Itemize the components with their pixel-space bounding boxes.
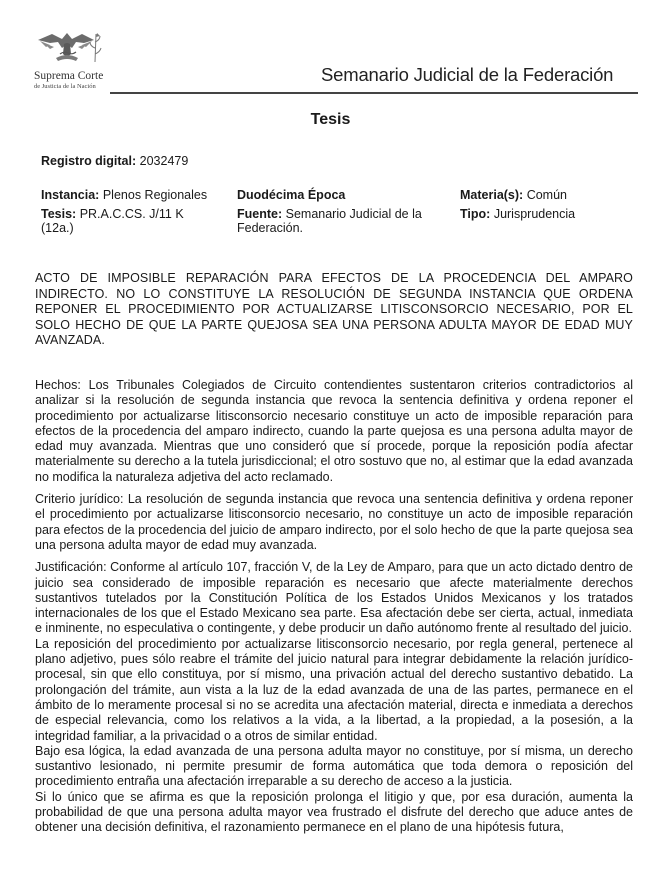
materia-value: Común	[526, 188, 567, 202]
epoca-field: Duodécima Época	[237, 188, 346, 202]
fuente-field	[237, 208, 442, 235]
paragraph-edad: Bajo esa lógica, la edad avanzada de una persona adulta mayor no constituye, por sí misma, un derecho sustantivo lesionado, ni permite presumir de forma automática que toda demora o reposición del procedimiento entraña una afectación irreparable a su derecho de acceso a la justicia.	[35, 743, 633, 789]
tipo-label: Tipo:	[460, 207, 491, 221]
fuente-value: Semanario Judicial de la Federación.	[237, 207, 422, 235]
tipo-field	[460, 208, 640, 222]
tipo-value: Jurisprudencia	[493, 207, 576, 221]
materia-label: Materia(s):	[460, 188, 524, 202]
registro-digital	[41, 154, 188, 168]
registro-label: Registro digital:	[41, 154, 137, 168]
tesis-label: Tesis:	[41, 207, 77, 221]
paragraph-hechos: Hechos: Los Tribunales Colegiados de Circuito contendientes sustentaron criterios contradictorios al analizar si la resolución de segunda instancia que revoca la sentencia definitiva y ordena reponer el procedimiento por actualizarse litisconsorcio necesario constituye un acto de imposible reparación para efectos de la procedencia del amparo indirecto, cuando la parte quejosa es una persona adulta mayor de edad muy avanzada. Mientras que uno consideró que sí procede, porque la reposición podía afectar materialmente su derecho a la tutela jurisdiccional; el otro sostuvo que no, al estimar que la edad avanzada no modifica la naturaleza adjetiva del acto reclamado.	[35, 378, 633, 484]
materia-field	[460, 189, 640, 203]
tesis-value: PR.A.C.CS. J/11 K (12a.)	[41, 207, 184, 235]
instancia-field	[41, 189, 226, 203]
eagle-emblem-icon	[34, 30, 104, 68]
instancia-label: Instancia:	[41, 188, 100, 202]
tesis-body	[35, 378, 633, 836]
fuente-label: Fuente:	[237, 207, 283, 221]
page-header	[0, 0, 661, 94]
site-title: Semanario Judicial de la Federación	[321, 64, 614, 85]
logo-subtitle-text: de Justicia de la Nación	[34, 83, 96, 90]
tesis-field	[41, 208, 211, 235]
logo-name-text: Suprema Corte	[34, 70, 104, 82]
scjn-logo	[30, 30, 110, 92]
paragraph-conclusion: Si lo único que se afirma es que la reposición prolonga el litigio y que, por esa duración, aumenta la probabilidad de que una persona adulta mayor vea frustrado el disfrute del derecho que aduce antes de obtener una decisión definitiva, el razonamiento permanece en el plano de una hipótesis futura,	[35, 789, 633, 835]
document-title: Tesis	[310, 111, 351, 128]
instancia-value: Plenos Regionales	[102, 188, 208, 202]
tesis-rubro: ACTO DE IMPOSIBLE REPARACIÓN PARA EFECTOS DE LA PROCEDENCIA DEL AMPARO INDIRECTO. NO LO CONSTITUYE LA RESOLUCIÓN DE SEGUNDA INSTANCIA QUE ORDENA REPONER EL PROCEDIMIENTO POR ACTUALIZARSE LITISCONSORCIO NECESARIO, POR EL SOLO HECHO DE QUE LA PARTE QUEJOSA SEA UNA PERSONA ADULTA MAYOR DE EDAD MUY AVANZADA.	[35, 271, 633, 347]
registro-value: 2032479	[139, 154, 189, 168]
paragraph-reposicion: La reposición del procedimiento por actualizarse litisconsorcio necesario, por regla general, pertenece al plano adjetivo, pues sólo reabre el trámite del juicio natural para integrar debidamente la relación jurídico-procesal, sin que ello constituya, por sí mismo, una privación actual del derecho sustantivo debatido. La prolongación del trámite, aun vista a la luz de la edad avanzada de una de las partes, permanece en el ámbito de lo meramente procesal si no se acredita una afectación material, directa e inmediata a derechos de especial relevancia, como los relativos a la vida, a la libertad, a la propiedad, a la posesión, a la integridad familiar, a la privacidad o a otros de similar entidad.	[35, 636, 633, 743]
header-divider	[110, 92, 638, 94]
paragraph-criterio: Criterio jurídico: La resolución de segunda instancia que revoca una sentencia definitiva y ordena reponer el procedimiento por actualizarse litisconsorcio necesario, no constituye un acto de imposible reparación para efectos de la procedencia del juicio de amparo indirecto, por el solo hecho de que la parte quejosa sea una persona adulta mayor de edad muy avanzada.	[35, 492, 633, 552]
paragraph-justificacion: Justificación: Conforme al artículo 107, fracción V, de la Ley de Amparo, para que un acto dictado dentro de juicio sea considerado de imposible reparación es necesario que afecte materialmente derechos sustantivos tutelados por la Constitución Política de los Estados Unidos Mexicanos y los tratados internacionales de los que el Estado Mexicano sea parte. Esa afectación debe ser cierta, actual, inmediata e inminente, no especulativa o contingente, y debe producir un daño autónomo frente al resultado del juicio.	[35, 560, 633, 636]
